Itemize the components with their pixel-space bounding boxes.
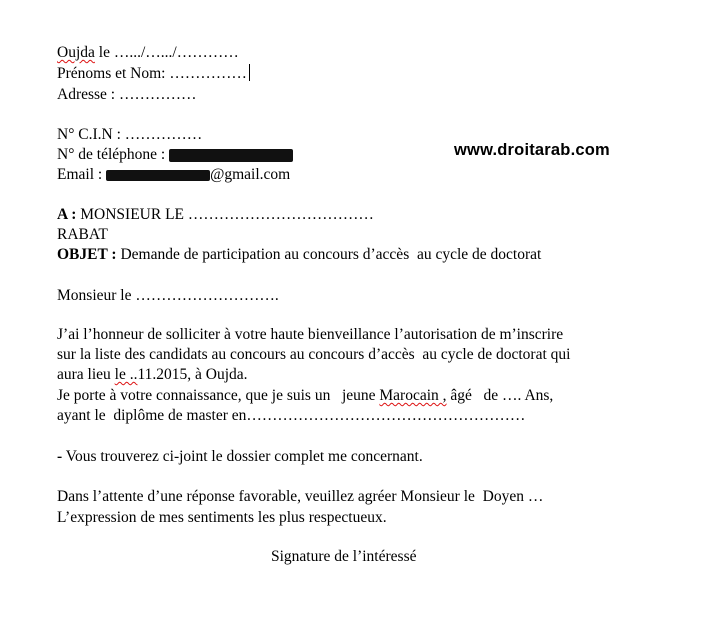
body-p1-line2: sur la liste des candidats au concours au concours d’accès au cycle de doctorat qui xyxy=(57,346,571,363)
body-p2-line2: ayant le diplôme de master en……………………………………………… xyxy=(57,407,526,424)
email-label: Email : xyxy=(57,166,107,183)
body-text: âgé de …. Ans, xyxy=(446,387,554,404)
body-text: Je porte à votre connaissance, que je suis un jeune xyxy=(57,387,380,404)
body-p1-line1: J’ai l’honneur de solliciter à votre haute bienveillance l’autorisation de m’inscrire xyxy=(57,326,564,343)
salutation: Monsieur le ………………………. xyxy=(57,287,279,304)
objet-line xyxy=(57,245,541,265)
enclosure-text: Vous trouverez ci-joint le dossier complet me concernant. xyxy=(62,448,423,465)
recipient-city: RABAT xyxy=(57,226,108,243)
email-line xyxy=(57,165,290,185)
a-label: A : xyxy=(57,206,77,223)
watermark-url: www.droitarab.com xyxy=(454,141,610,159)
body-p2-line1 xyxy=(57,386,553,406)
body-text: aura lieu xyxy=(57,366,115,383)
closing-line1: Dans l’attente d’une réponse favorable, veuillez agréer Monsieur le Doyen … xyxy=(57,488,544,505)
redacted-email-user xyxy=(106,170,210,181)
recipient-text: MONSIEUR LE ……………………………… xyxy=(76,206,374,223)
name-line xyxy=(57,64,250,84)
date-placeholder: le ….../….../………… xyxy=(94,44,239,61)
closing-line2: L’expression de mes sentiments les plus respectueux. xyxy=(57,509,387,526)
signature-line: Signature de l’intéressé xyxy=(271,548,417,565)
phone-label: N° de téléphone : xyxy=(57,146,170,163)
enclosure-dash: - xyxy=(57,448,63,465)
text-cursor xyxy=(249,64,250,81)
name-label: Prénoms et Nom: …………… xyxy=(57,65,247,82)
place-date-line xyxy=(57,43,239,63)
cin-line: N° C.I.N : …………… xyxy=(57,126,203,143)
objet-label: OBJET : xyxy=(57,246,117,263)
email-domain: @gmail.com xyxy=(210,166,291,183)
city-name: Oujda xyxy=(57,44,95,61)
body-text-flagged: Marocain , xyxy=(379,387,447,404)
phone-line xyxy=(57,145,293,165)
enclosure-line xyxy=(57,447,423,467)
objet-text: Demande de participation au concours d’accès au cycle de doctorat xyxy=(116,246,542,263)
body-text: 11.2015, à Oujda. xyxy=(137,366,248,383)
recipient-line xyxy=(57,205,374,225)
body-text-flagged: le .. xyxy=(114,366,138,383)
address-line: Adresse : …………… xyxy=(57,86,197,103)
redacted-phone xyxy=(169,149,293,162)
body-p1-line3 xyxy=(57,365,248,385)
